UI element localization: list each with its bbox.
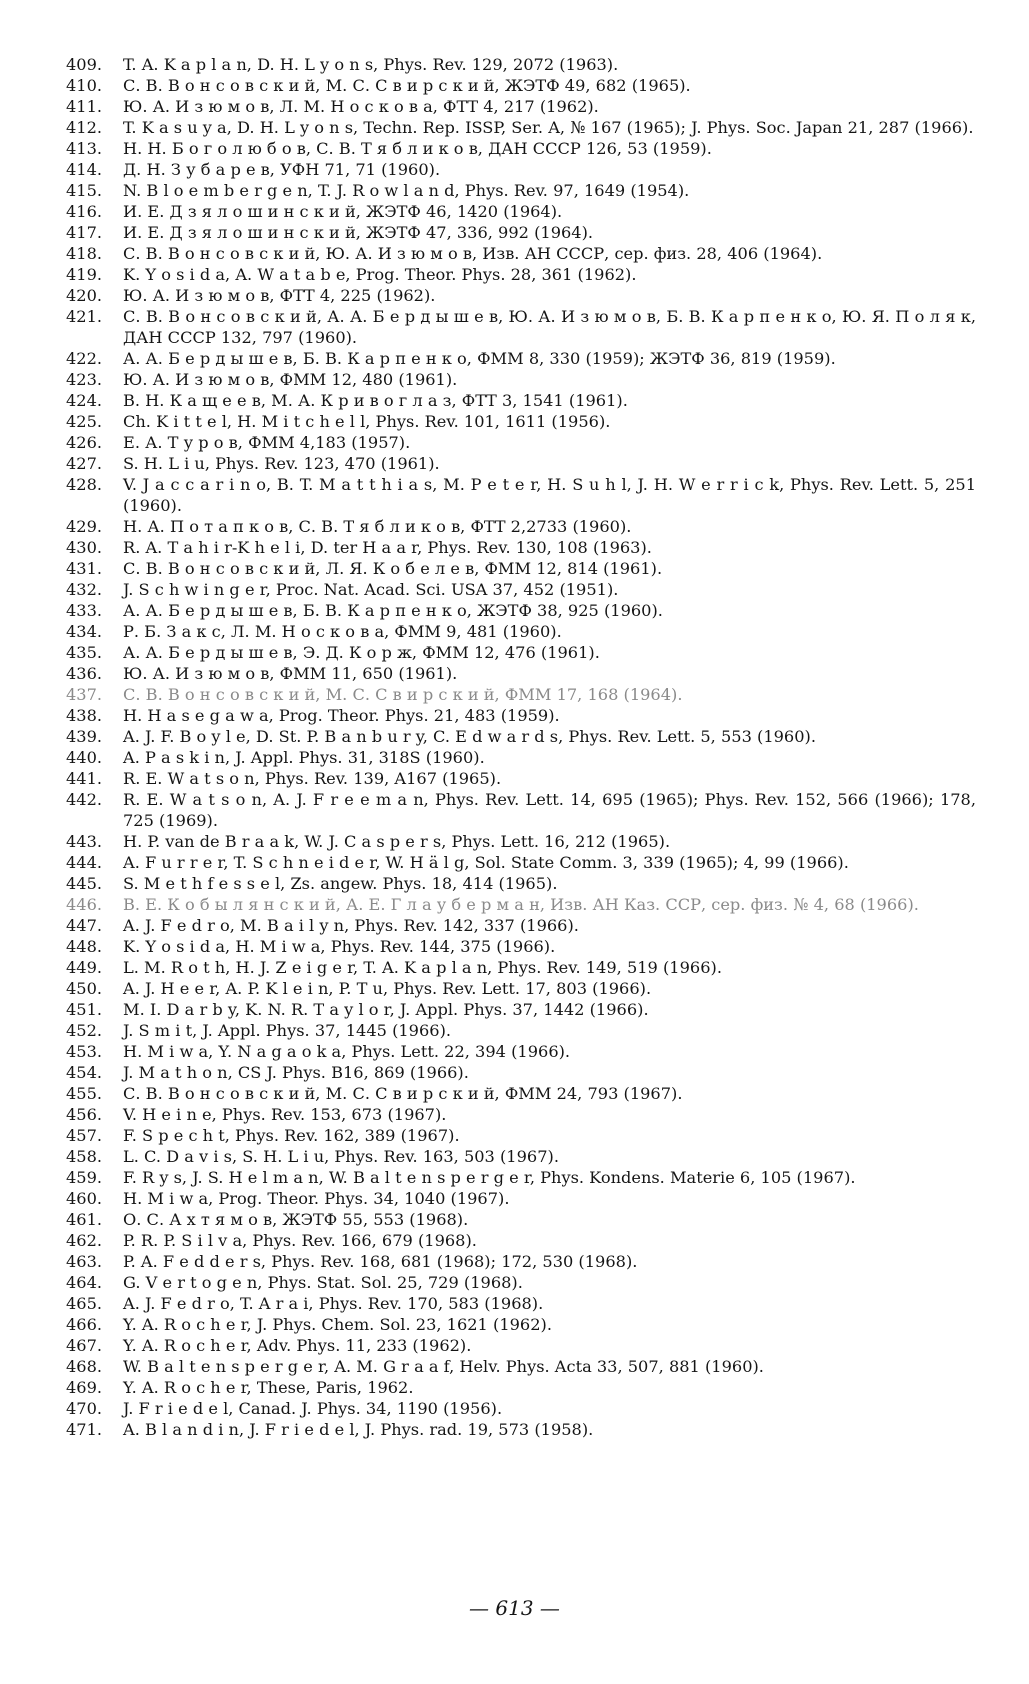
reference-text: Д. Н. З у б а р е в, УФН 71, 71 (1960).: [123, 160, 441, 179]
reference-item: [66, 1230, 976, 1251]
reference-text: А. А. Б е р д ы ш е в, Б. В. К а р п е н к о, ЖЭТФ 38, 925 (1960).: [123, 601, 663, 620]
reference-item: [66, 1062, 976, 1083]
reference-item: [66, 957, 976, 978]
reference-text: В. Н. К а щ е е в, М. А. К р и в о г л а з, ФТТ 3, 1541 (1961).: [123, 391, 628, 410]
reference-item: [66, 684, 976, 705]
reference-item: [66, 747, 976, 768]
reference-item: [66, 117, 976, 138]
reference-text: M. I. D a r b y, K. N. R. T a y l o r, J. Appl. Phys. 37, 1442 (1966).: [123, 1000, 649, 1019]
reference-text: R. A. T a h i r-K h e l i, D. ter H a a r, Phys. Rev. 130, 108 (1963).: [123, 538, 652, 557]
reference-number: 417.: [66, 223, 103, 242]
reference-text: Y. A. R o c h e r, Adv. Phys. 11, 233 (1962).: [123, 1336, 472, 1355]
reference-number: 412.: [66, 118, 103, 137]
reference-number: 464.: [66, 1273, 103, 1292]
reference-item: [66, 705, 976, 726]
reference-item: [66, 390, 976, 411]
reference-item: [66, 768, 976, 789]
reference-text: Ю. А. И з ю м о в, ФММ 11, 650 (1961).: [123, 664, 458, 683]
reference-number: 432.: [66, 580, 103, 599]
reference-text: R. E. W a t s o n, A. J. F r e e m a n, Phys. Rev. Lett. 14, 695 (1965); Phys. Rev. 152, 566 (1966); 178, 725 (1969).: [123, 790, 976, 830]
reference-text: И. Е. Д з я л о ш и н с к и й, ЖЭТФ 47, 336, 992 (1964).: [123, 223, 594, 242]
reference-item: [66, 978, 976, 999]
reference-item: [66, 1146, 976, 1167]
reference-item: [66, 600, 976, 621]
reference-item: [66, 1377, 976, 1398]
reference-number: 422.: [66, 349, 103, 368]
reference-item: [66, 201, 976, 222]
reference-text: J. S m i t, J. Appl. Phys. 37, 1445 (1966).: [123, 1021, 452, 1040]
reference-item: [66, 411, 976, 432]
reference-item: [66, 285, 976, 306]
reference-number: 431.: [66, 559, 103, 578]
reference-item: [66, 75, 976, 96]
reference-item: [66, 915, 976, 936]
reference-number: 428.: [66, 475, 103, 494]
reference-text: Ю. А. И з ю м о в, Л. М. Н о с к о в а, ФТТ 4, 217 (1962).: [123, 97, 599, 116]
reference-item: [66, 264, 976, 285]
reference-text: А. А. Б е р д ы ш е в, Б. В. К а р п е н к о, ФММ 8, 330 (1959); ЖЭТФ 36, 819 (1959).: [123, 349, 836, 368]
reference-item: [66, 474, 976, 516]
reference-number: 449.: [66, 958, 103, 977]
reference-number: 456.: [66, 1105, 103, 1124]
reference-item: [66, 936, 976, 957]
reference-number: 427.: [66, 454, 103, 473]
reference-item: [66, 1167, 976, 1188]
page-number: — 613 —: [469, 1596, 560, 1620]
reference-text: H. P. van de B r a a k, W. J. C a s p e r s, Phys. Lett. 16, 212 (1965).: [123, 832, 671, 851]
reference-text: A. B l a n d i n, J. F r i e d e l, J. Phys. rad. 19, 573 (1958).: [123, 1420, 594, 1439]
reference-item: [66, 1272, 976, 1293]
reference-text: О. С. А х т я м о в, ЖЭТФ 55, 553 (1968).: [123, 1210, 469, 1229]
reference-number: 424.: [66, 391, 103, 410]
reference-item: [66, 1041, 976, 1062]
reference-number: 454.: [66, 1063, 103, 1082]
reference-item: [66, 1419, 976, 1440]
reference-item: [66, 1020, 976, 1041]
reference-number: 420.: [66, 286, 103, 305]
reference-number: 426.: [66, 433, 103, 452]
reference-item: [66, 831, 976, 852]
reference-item: [66, 1356, 976, 1377]
reference-text: V. H e i n e, Phys. Rev. 153, 673 (1967).: [123, 1105, 447, 1124]
reference-text: W. B a l t e n s p e r g e r, A. M. G r a a f, Helv. Phys. Acta 33, 507, 881 (1960).: [123, 1357, 764, 1376]
reference-text: С. В. В о н с о в с к и й, М. С. С в и р с к и й, ФММ 24, 793 (1967).: [123, 1084, 683, 1103]
reference-text: А. А. Б е р д ы ш е в, Э. Д. К о р ж, ФММ 12, 476 (1961).: [123, 643, 600, 662]
reference-item: [66, 96, 976, 117]
reference-text: С. В. В о н с о в с к и й, А. А. Б е р д ы ш е в, Ю. А. И з ю м о в, Б. В. К а р п е н к о, Ю. Я. П о л я к, ДАН СССР 132, 797 (1960).: [123, 307, 976, 347]
reference-number: 418.: [66, 244, 103, 263]
reference-number: 448.: [66, 937, 103, 956]
reference-number: 410.: [66, 76, 103, 95]
reference-text: J. F r i e d e l, Canad. J. Phys. 34, 1190 (1956).: [123, 1399, 503, 1418]
reference-item: [66, 873, 976, 894]
reference-text: H. M i w a, Prog. Theor. Phys. 34, 1040 (1967).: [123, 1189, 510, 1208]
reference-item: [66, 180, 976, 201]
reference-item: [66, 1398, 976, 1419]
reference-number: 463.: [66, 1252, 103, 1271]
reference-text: Ю. А. И з ю м о в, ФТТ 4, 225 (1962).: [123, 286, 436, 305]
reference-number: 440.: [66, 748, 103, 767]
reference-number: 465.: [66, 1294, 103, 1313]
reference-text: L. C. D a v i s, S. H. L i u, Phys. Rev. 163, 503 (1967).: [123, 1147, 559, 1166]
reference-number: 437.: [66, 685, 103, 704]
reference-text: L. M. R o t h, H. J. Z e i g e r, T. A. K a p l a n, Phys. Rev. 149, 519 (1966).: [123, 958, 722, 977]
reference-number: 436.: [66, 664, 103, 683]
reference-number: 457.: [66, 1126, 103, 1145]
reference-item: [66, 1104, 976, 1125]
reference-item: [66, 222, 976, 243]
reference-item: [66, 663, 976, 684]
reference-number: 419.: [66, 265, 103, 284]
reference-item: [66, 1209, 976, 1230]
reference-item: [66, 1083, 976, 1104]
reference-number: 453.: [66, 1042, 103, 1061]
reference-text: P. A. F e d d e r s, Phys. Rev. 168, 681 (1968); 172, 530 (1968).: [123, 1252, 638, 1271]
reference-text: J. S c h w i n g e r, Proc. Nat. Acad. Sci. USA 37, 452 (1951).: [123, 580, 619, 599]
reference-text: K. Y o s i d a, H. M i w a, Phys. Rev. 144, 375 (1966).: [123, 937, 556, 956]
reference-number: 445.: [66, 874, 103, 893]
reference-number: 423.: [66, 370, 103, 389]
reference-item: [66, 894, 976, 915]
reference-text: V. J a c c a r i n o, B. T. M a t t h i a s, M. P e t e r, H. S u h l, J. H. W e r r i c k, Phys. Rev. Lett. 5, 251 (1960).: [123, 475, 976, 515]
reference-text: H. H a s e g a w a, Prog. Theor. Phys. 21, 483 (1959).: [123, 706, 560, 725]
reference-item: [66, 558, 976, 579]
reference-item: [66, 369, 976, 390]
reference-number: 444.: [66, 853, 103, 872]
reference-number: 460.: [66, 1189, 103, 1208]
reference-text: Y. A. R o c h e r, J. Phys. Chem. Sol. 23, 1621 (1962).: [123, 1315, 552, 1334]
reference-text: Ch. K i t t e l, H. M i t c h e l l, Phys. Rev. 101, 1611 (1956).: [123, 412, 611, 431]
reference-item: [66, 789, 976, 831]
reference-text: Ю. А. И з ю м о в, ФММ 12, 480 (1961).: [123, 370, 458, 389]
reference-text: Н. А. П о т а п к о в, С. В. Т я б л и к о в, ФТТ 2,2733 (1960).: [123, 517, 632, 536]
reference-number: 442.: [66, 790, 103, 809]
reference-number: 446.: [66, 895, 103, 914]
reference-text: G. V e r t o g e n, Phys. Stat. Sol. 25, 729 (1968).: [123, 1273, 523, 1292]
reference-item: [66, 537, 976, 558]
reference-text: И. Е. Д з я л о ш и н с к и й, ЖЭТФ 46, 1420 (1964).: [123, 202, 563, 221]
reference-text: A. J. F e d r o, T. A r a i, Phys. Rev. 170, 583 (1968).: [123, 1294, 544, 1313]
reference-text: A. P a s k i n, J. Appl. Phys. 31, 318S (1960).: [123, 748, 485, 767]
reference-number: 411.: [66, 97, 103, 116]
reference-text: A. J. H e e r, A. P. K l e i n, P. T u, Phys. Rev. Lett. 17, 803 (1966).: [123, 979, 652, 998]
reference-text: S. H. L i u, Phys. Rev. 123, 470 (1961).: [123, 454, 440, 473]
reference-text: J. M a t h o n, CS J. Phys. B16, 869 (1966).: [123, 1063, 469, 1082]
reference-item: [66, 348, 976, 369]
reference-item: [66, 579, 976, 600]
reference-text: F. R y s, J. S. H e l m a n, W. B a l t e n s p e r g e r, Phys. Kondens. Materie 6, 105 (1967).: [123, 1168, 856, 1187]
reference-text: A. F u r r e r, T. S c h n e i d e r, W. H ä l g, Sol. State Comm. 3, 339 (1965); 4, 99 (1966).: [123, 853, 849, 872]
reference-number: 415.: [66, 181, 103, 200]
reference-item: [66, 453, 976, 474]
reference-text: Y. A. R o c h e r, These, Paris, 1962.: [123, 1378, 414, 1397]
reference-number: 434.: [66, 622, 103, 641]
reference-number: 435.: [66, 643, 103, 662]
reference-item: [66, 1188, 976, 1209]
reference-number: 443.: [66, 832, 103, 851]
reference-text: F. S p e c h t, Phys. Rev. 162, 389 (1967).: [123, 1126, 460, 1145]
reference-number: 451.: [66, 1000, 103, 1019]
reference-number: 414.: [66, 160, 103, 179]
reference-text: T. K a s u y a, D. H. L y o n s, Techn. Rep. ISSP, Ser. A, № 167 (1965); J. Phys. Soc. Japan 21, 287 (1966).: [123, 118, 974, 137]
reference-item: [66, 999, 976, 1020]
reference-item: [66, 1314, 976, 1335]
reference-number: 439.: [66, 727, 103, 746]
reference-item: [66, 621, 976, 642]
reference-text: С. В. В о н с о в с к и й, Л. Я. К о б е л е в, ФММ 12, 814 (1961).: [123, 559, 663, 578]
reference-text: S. M e t h f e s s e l, Zs. angew. Phys. 18, 414 (1965).: [123, 874, 558, 893]
reference-number: 430.: [66, 538, 103, 557]
reference-item: [66, 432, 976, 453]
reference-item: [66, 726, 976, 747]
reference-number: 468.: [66, 1357, 103, 1376]
reference-number: 425.: [66, 412, 103, 431]
reference-text: В. Е. К о б ы л я н с к и й, А. Е. Г л а у б е р м а н, Изв. АН Каз. ССР, сер. физ. № 4, 68 (1966).: [123, 895, 919, 914]
reference-text: P. R. P. S i l v a, Phys. Rev. 166, 679 (1968).: [123, 1231, 477, 1250]
reference-item: [66, 1251, 976, 1272]
reference-item: [66, 852, 976, 873]
reference-number: 470.: [66, 1399, 103, 1418]
reference-number: 458.: [66, 1147, 103, 1166]
reference-text: R. E. W a t s o n, Phys. Rev. 139, A167 (1965).: [123, 769, 502, 788]
reference-item: [66, 1335, 976, 1356]
reference-text: A. J. F e d r o, M. B a i l y n, Phys. Rev. 142, 337 (1966).: [123, 916, 579, 935]
reference-text: Н. Н. Б о г о л ю б о в, С. В. Т я б л и к о в, ДАН СССР 126, 53 (1959).: [123, 139, 712, 158]
reference-text: H. M i w a, Y. N a g a o k a, Phys. Lett. 22, 394 (1966).: [123, 1042, 571, 1061]
reference-item: [66, 642, 976, 663]
reference-number: 461.: [66, 1210, 103, 1229]
reference-text: С. В. В о н с о в с к и й, М. С. С в и р с к и й, ЖЭТФ 49, 682 (1965).: [123, 76, 691, 95]
reference-text: Р. Б. З а к с, Л. М. Н о с к о в а, ФММ 9, 481 (1960).: [123, 622, 562, 641]
reference-number: 459.: [66, 1168, 103, 1187]
reference-item: [66, 138, 976, 159]
reference-number: 429.: [66, 517, 103, 536]
reference-item: [66, 54, 976, 75]
reference-item: [66, 1125, 976, 1146]
reference-number: 413.: [66, 139, 103, 158]
reference-number: 469.: [66, 1378, 103, 1397]
reference-number: 471.: [66, 1420, 103, 1439]
reference-text: T. A. K a p l a n, D. H. L y o n s, Phys. Rev. 129, 2072 (1963).: [123, 55, 619, 74]
reference-number: 462.: [66, 1231, 103, 1250]
reference-item: [66, 516, 976, 537]
reference-text: Е. А. Т у р о в, ФММ 4,183 (1957).: [123, 433, 411, 452]
reference-item: [66, 243, 976, 264]
reference-number: 416.: [66, 202, 103, 221]
reference-text: С. В. В о н с о в с к и й, Ю. А. И з ю м о в, Изв. АН СССР, сер. физ. 28, 406 (1964).: [123, 244, 823, 263]
reference-item: [66, 159, 976, 180]
reference-number: 466.: [66, 1315, 103, 1334]
reference-number: 450.: [66, 979, 103, 998]
reference-item: [66, 1293, 976, 1314]
reference-number: 441.: [66, 769, 103, 788]
reference-text: N. B l o e m b e r g e n, T. J. R o w l a n d, Phys. Rev. 97, 1649 (1954).: [123, 181, 690, 200]
reference-number: 447.: [66, 916, 103, 935]
reference-list: [66, 54, 976, 1440]
reference-text: A. J. F. B o y l e, D. St. P. B a n b u r y, C. E d w a r d s, Phys. Rev. Lett. 5, 553 (1960).: [123, 727, 816, 746]
reference-number: 455.: [66, 1084, 103, 1103]
reference-number: 438.: [66, 706, 103, 725]
reference-number: 467.: [66, 1336, 103, 1355]
reference-number: 433.: [66, 601, 103, 620]
reference-number: 421.: [66, 307, 103, 326]
reference-item: [66, 306, 976, 348]
reference-text: С. В. В о н с о в с к и й, М. С. С в и р с к и й, ФММ 17, 168 (1964).: [123, 685, 683, 704]
reference-number: 452.: [66, 1021, 103, 1040]
reference-text: K. Y o s i d a, A. W a t a b e, Prog. Theor. Phys. 28, 361 (1962).: [123, 265, 637, 284]
reference-number: 409.: [66, 55, 103, 74]
